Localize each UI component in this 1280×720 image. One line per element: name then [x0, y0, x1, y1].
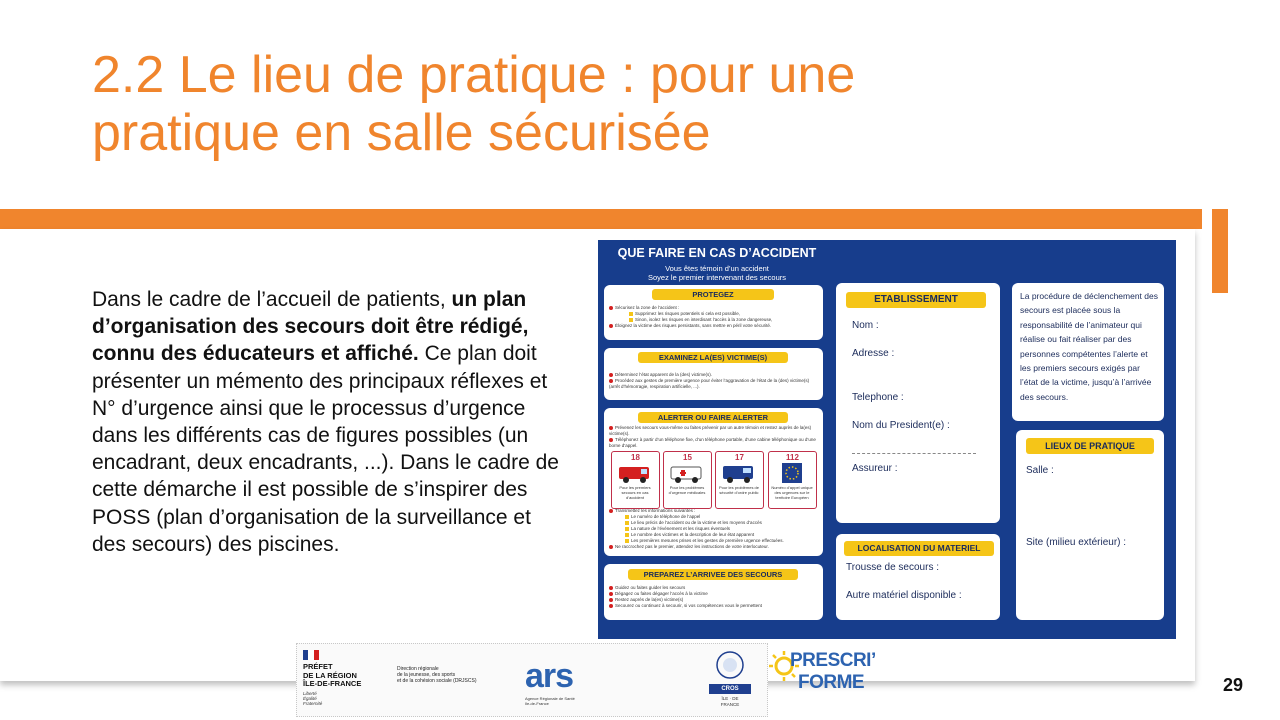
emergency-number-18: 18 Pour les premiers secours en cas d’accident [611, 451, 660, 509]
title-line-1: 2.2 Le lieu de pratique : pour une [92, 46, 856, 104]
preparez-card [604, 564, 823, 620]
body-part-2: Ce plan doit présenter un mémento des principaux réflexes et N° d’urgence ainsi que le processus d’urgence dans les différents cas de figures possibles (un encadrant, deux encadrants, ...). Dans le cadre de cette démarche il est possible de s’inspirer des POSS (plan d’organisation de la surveillance et des secours) des piscines. [92, 342, 559, 556]
police-van-icon [721, 462, 757, 484]
alerter-transmit: Transmettez les informations suivantes : Le numéro de téléphone de l’appel Le lieu précis de l’accident ou de la victime et les moyens d’accès La nature de l’événement et les risques éventuels Le nombre des victimes et la description de leur état apparent Les premières mesures prises et les gestes de première urgence effectuées. Ne raccrochez pas le premier, attendez les instructions de votre interlocuteur. [609, 508, 819, 550]
procedure-text: La procédure de déclenchement des secours est placée sous la responsabilité de l’animateur qui réalise ou fait réaliser par des personnes compétentes l’alerte et les premiers secours exigés par l’état de la victime, jusqu’à l’arrivée des secours. [1020, 291, 1158, 402]
orange-accent-thick [1212, 209, 1228, 293]
etab-line [852, 453, 976, 454]
emergency-number-15: 15 Pour les problèmes d’urgence médicales [663, 451, 712, 509]
etab-president: Nom du President(e) : [852, 420, 950, 431]
emergency-number-17: 17 Pour les problèmes de sécurité d’ordre public [715, 451, 764, 509]
drjscs-text: Direction régionale de la jeunesse, des sports et de la cohésion sociale (DRJSCS) [397, 666, 477, 684]
emergency-number-112: 112 Numéro d’appel unique des urgences sur le territoire Européen [768, 451, 817, 509]
poster-subtitle-2: Soyez le premier intervenant des secours [648, 273, 786, 282]
etab-assureur: Assureur : [852, 463, 898, 474]
etab-nom: Nom : [852, 320, 879, 331]
slide-title [92, 46, 1052, 162]
olympic-emblem-icon [715, 650, 745, 680]
eu-flag-icon [774, 462, 810, 484]
prefet-logo: PRÉFET DE LA RÉGION ÎLE-DE-FRANCE Liberté Égalité Fraternité [303, 650, 391, 710]
prescriforme-logo [768, 646, 884, 714]
procedure-card [1012, 283, 1164, 421]
examinez-card [604, 348, 823, 400]
etablissement-card [836, 283, 1000, 523]
cros-label: CROS [709, 684, 751, 694]
etab-telephone: Telephone : [852, 392, 904, 403]
protegez-card [604, 285, 823, 340]
lieux-site: Site (milieu extérieur) : [1026, 537, 1127, 548]
materiel-card [836, 534, 1000, 620]
ambulance-icon [669, 462, 705, 484]
examinez-text: Déterminez l’état apparent de la (des) victime(s). Procédez aux gestes de première urgence pour éviter l’aggravation de l’état de la (des) victime(s) (arrêt d’hémorragie, respiration artificielle, ...). [609, 372, 810, 389]
poster-subtitle-1: Vous êtes témoin d’un accident [665, 264, 769, 273]
alerter-header: ALERTER OU FAIRE ALERTER [638, 412, 788, 423]
cros-logo: CROS ÎLE · DE FRANCE [709, 648, 751, 712]
body-text [92, 286, 562, 558]
materiel-header: LOCALISATION DU MATERIEL [844, 541, 994, 556]
emergency-poster [598, 240, 1176, 639]
preparez-header: PREPAREZ L’ARRIVEE DES SECOURS [628, 569, 798, 580]
poster-title: QUE FAIRE EN CAS D’ACCIDENT [617, 246, 817, 260]
lieux-card [1016, 430, 1164, 620]
lieux-header: LIEUX DE PRATIQUE [1026, 438, 1154, 454]
fire-truck-icon [617, 462, 653, 484]
prescriforme-line-2: FORME [798, 672, 865, 693]
lieux-salle: Salle : [1026, 465, 1054, 476]
page-number: 29 [1222, 675, 1244, 695]
orange-divider-bar [0, 209, 1202, 229]
prescriforme-line-1: PRESCRI’ [790, 650, 876, 671]
etab-adresse: Adresse : [852, 348, 895, 359]
title-line-2: pratique en salle sécurisée [92, 104, 711, 162]
body-part-1: Dans le cadre de l’accueil de patients, [92, 288, 452, 311]
protegez-text: Sécurisez la zone de l’accident : Supprimez les risques potentiels si cela est possible, Sinon, isolez les risques en interdisant l’accès à la zone dangereuse, Éloignez la victime des risques persistants, sans mettre en péril votre sécurité. [609, 305, 819, 329]
protegez-header: PROTEGEZ [652, 289, 774, 300]
materiel-trousse: Trousse de secours : [846, 562, 940, 573]
ars-wordmark: ars [525, 657, 574, 695]
examinez-header: EXAMINEZ LA(ES) VICTIME(S) [638, 352, 788, 363]
etablissement-header: ETABLISSEMENT [846, 292, 986, 308]
alerter-text: Prévenez les secours vous-même ou faites prévenir par un autre témoin et restez auprès de la(es) victime(s). Téléphonez à partir d’un téléphone fixe, d’un téléphone portable, d’une cabine téléphonique ou d’une borne d’appel. [609, 425, 816, 448]
ars-logo: ars Agence Régionale de Santé Ile-de-France [525, 658, 605, 712]
partner-logos [296, 643, 768, 717]
body-bold: un plan d’organisation des secours doit être rédigé, connu des éducateurs et affiché. [92, 288, 529, 366]
marianne-flag-icon [303, 650, 319, 660]
preparez-text: Guidez ou faites guider les secours Dégagez ou faites dégager l’accès à la victime Restez auprès de la(es) victime(s) Secourez ou continuez à secourir, si vos compétences vous le permettent [609, 585, 819, 609]
materiel-autre: Autre matériel disponible : [846, 590, 962, 601]
